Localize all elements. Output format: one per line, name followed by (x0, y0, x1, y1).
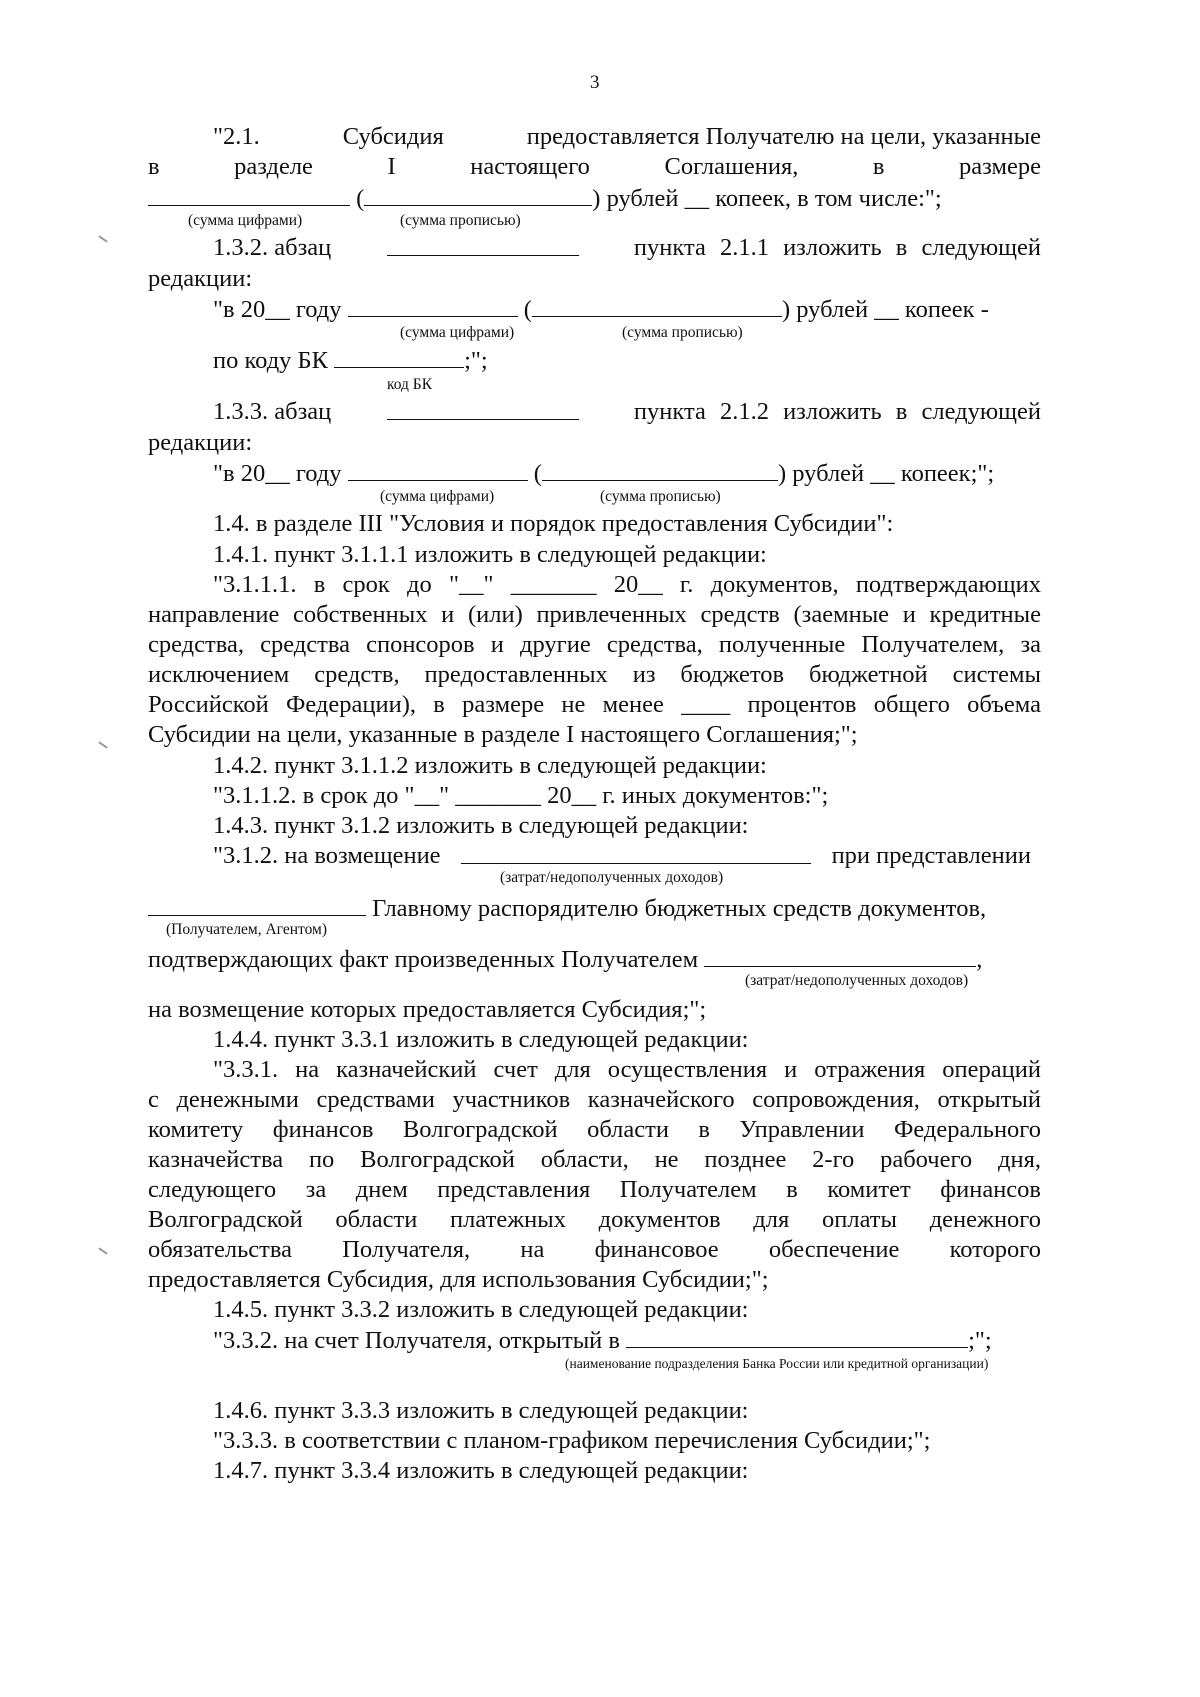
text-line: 1.4.7. пункт 3.3.4 изложить в следующей редакции: (213, 1457, 749, 1484)
blank-field (348, 458, 528, 481)
page-number: 3 (590, 72, 600, 93)
blank-field (626, 1325, 968, 1348)
text-line: 1.4.5. пункт 3.3.2 изложить в следующей редакции: (213, 1296, 749, 1323)
text-line: 1.4.2. пункт 3.1.1.2 изложить в следующей редакции: (213, 752, 767, 779)
text-line: средства, средства спонсоров и другие средства, полученные Получателем, за (148, 631, 1041, 658)
field-caption: (сумма прописью) (622, 324, 743, 341)
field-caption: код БК (387, 376, 433, 393)
field-caption: (затрат/недополученных доходов) (745, 972, 969, 989)
scan-mark (98, 1247, 107, 1254)
text-line: 1.4.4. пункт 3.3.1 изложить в следующей редакции: (213, 1026, 749, 1053)
field-caption: (затрат/недополученных доходов) (500, 869, 724, 886)
text-line: "2.1. Субсидия предоставляется Получателю на цели, указанные (213, 123, 1041, 150)
text-line: 1.3.2. абзац пункта 2.1.1 изложить в следующей (213, 234, 1041, 261)
text-line: Субсидии на цели, указанные в разделе I настоящего Соглашения;"; (148, 721, 858, 748)
text-line: с денежными средствами участников казначейского сопровождения, открытый (148, 1086, 1041, 1113)
text-line: редакции: (148, 429, 253, 456)
field-caption: (сумма цифрами) (400, 324, 515, 341)
field-caption: (сумма цифрами) (380, 488, 495, 505)
text-line: редакции: (148, 265, 253, 292)
blank-field (348, 294, 518, 317)
text-line: в разделе I настоящего Соглашения, в размере (148, 153, 1041, 180)
blank-field (704, 944, 976, 967)
text-line: подтверждающих факт произведенных Получателем , (148, 946, 983, 973)
blank-field (148, 893, 366, 916)
text-line: по коду БК ;"; (213, 347, 488, 374)
field-caption: (Получателем, Агентом) (166, 921, 328, 938)
text-line: обязательства Получателя, на финансовое обеспечение которого (148, 1236, 1041, 1263)
text-line: на возмещение которых предоставляется Субсидия;"; (148, 996, 707, 1023)
scan-mark (98, 741, 107, 748)
text-line: Волгоградской области платежных документов для оплаты денежного (148, 1206, 1041, 1233)
text-line: "3.3.3. в соответствии с планом-графиком перечисления Субсидии;"; (213, 1427, 931, 1454)
text-line: "3.3.2. на счет Получателя, открытый в ;"; (213, 1327, 992, 1354)
text-line: "3.1.2. на возмещение при представлении (213, 842, 1031, 869)
text-line: "3.1.1.1. в срок до "__" _______ 20__ г. документов, подтверждающих (213, 571, 1041, 598)
blank-field (461, 841, 811, 864)
text-line: Главному распорядителю бюджетных средств документов, (148, 893, 986, 924)
text-line: ( ) рублей __ копеек, в том числе:"; (148, 183, 942, 214)
field-caption: (сумма цифрами) (188, 212, 303, 229)
text-line: 1.3.3. абзац пункта 2.1.2 изложить в следующей (213, 398, 1041, 425)
text-line: "в 20__ году ( ) рублей __ копеек - (213, 296, 989, 323)
blank-field (364, 183, 592, 206)
blank-field (334, 345, 464, 368)
text-line: 1.4.3. пункт 3.1.2 изложить в следующей редакции: (213, 812, 749, 839)
field-caption: (наименование подразделения Банка России или кредитной организации) (565, 1356, 989, 1371)
blank-field (387, 397, 579, 420)
text-line: исключением средств, предоставленных из бюджетов бюджетной системы (148, 661, 1041, 688)
text-line: Российской Федерации), в размере не менее ____ процентов общего объема (148, 691, 1041, 718)
text-line: предоставляется Субсидия, для использования Субсидии;"; (148, 1266, 769, 1293)
text-line: 1.4. в разделе III "Условия и порядок предоставления Субсидии": (213, 510, 894, 537)
scan-mark (98, 235, 107, 242)
blank-field (387, 233, 579, 256)
field-caption: (сумма прописью) (400, 212, 521, 229)
text-line: казначейства по Волгоградской области, не позднее 2-го рабочего дня, (148, 1146, 1041, 1173)
text-line: следующего за днем представления Получателем в комитет финансов (148, 1176, 1041, 1203)
text-line: 1.4.6. пункт 3.3.3 изложить в следующей редакции: (213, 1397, 749, 1424)
text-line: комитету финансов Волгоградской области в Управлении Федерального (148, 1116, 1041, 1143)
blank-field (542, 458, 778, 481)
text-line: "в 20__ году ( ) рублей __ копеек;"; (213, 460, 995, 487)
text-line: "3.1.1.2. в срок до "__" _______ 20__ г. иных документов:"; (213, 782, 829, 809)
blank-field (532, 294, 782, 317)
text-line: направление собственных и (или) привлеченных средств (заемные и кредитные (148, 601, 1041, 628)
field-caption: (сумма прописью) (600, 488, 721, 505)
text-line: "3.3.1. на казначейский счет для осуществления и отражения операций (213, 1056, 1041, 1083)
blank-field (148, 183, 350, 206)
text-line: 1.4.1. пункт 3.1.1.1 изложить в следующей редакции: (213, 541, 767, 568)
